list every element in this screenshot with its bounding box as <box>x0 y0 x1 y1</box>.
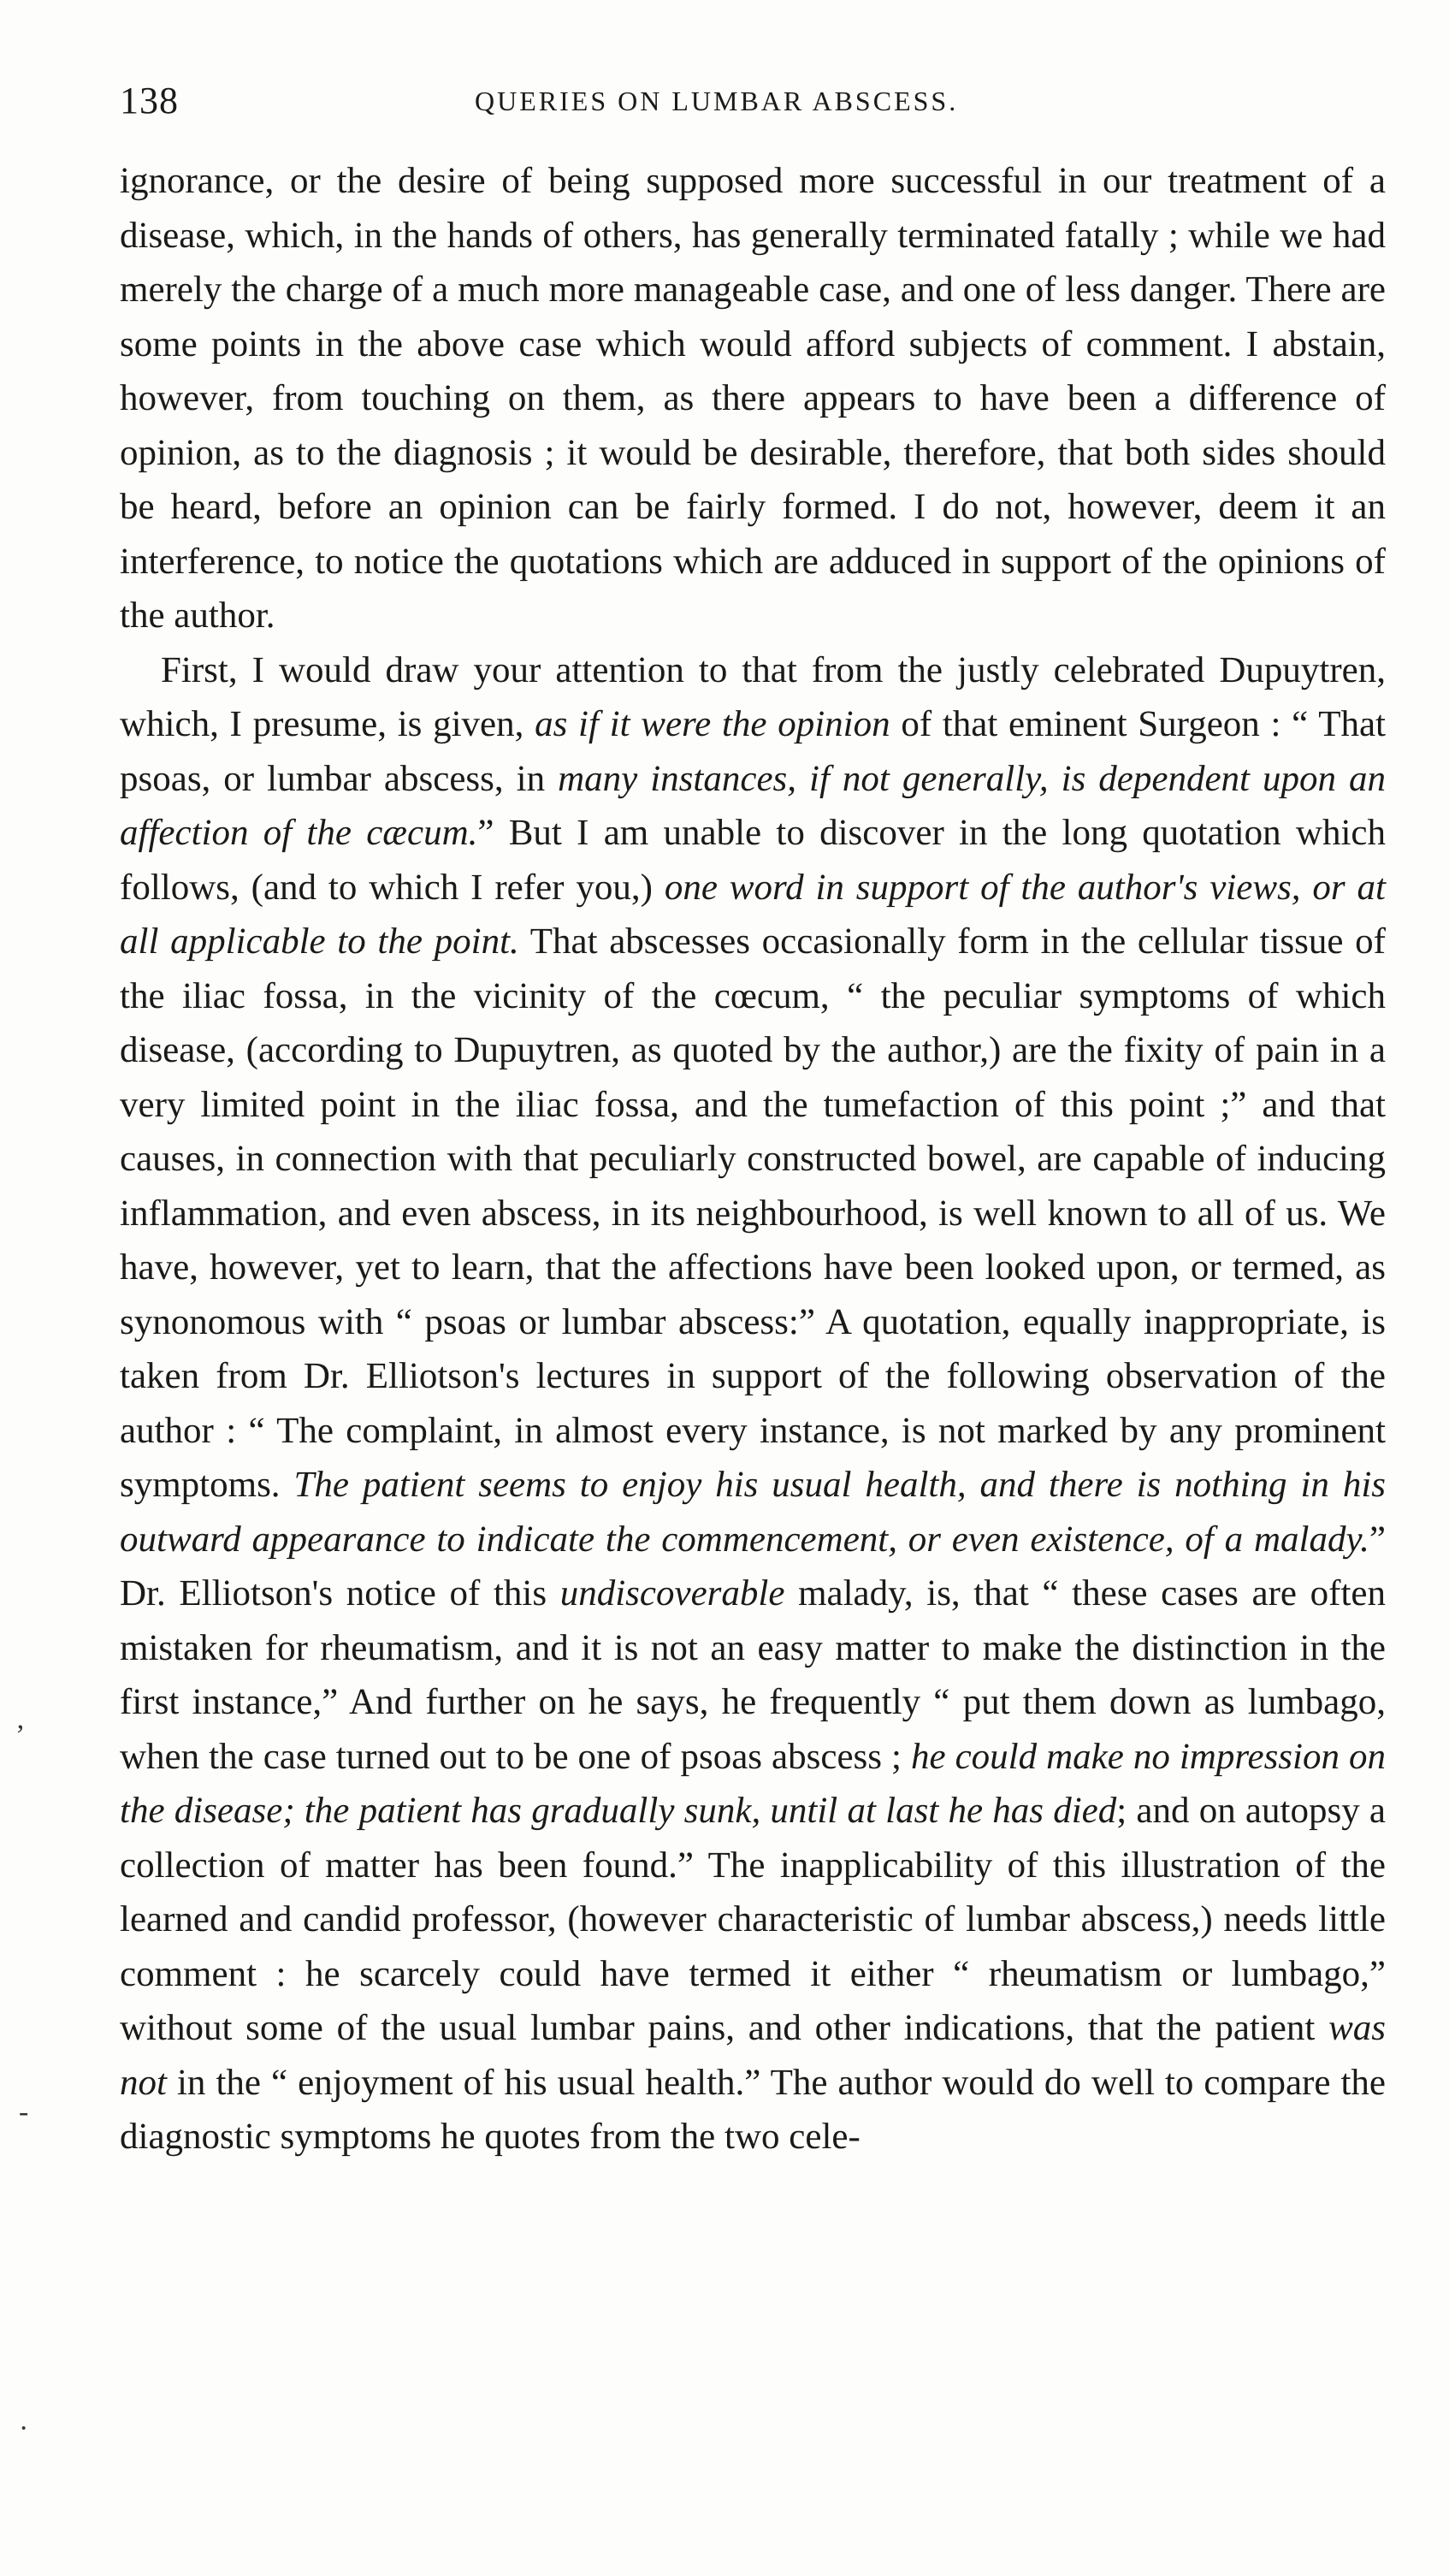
text-segment: ” Dr. Elliotson's notice of this <box>120 1519 1386 1614</box>
italic-text-segment: many instances, if not generally, is dependent upon an affection of the cæcum. <box>120 758 1387 853</box>
italic-text-segment: The patient seems to enjoy his usual health, and there is nothing in his outward appearance to indicate the commencement, or even existence, of a malady. <box>120 1465 1386 1560</box>
text-segment: ignorance, or the desire of being supposed more successful in our treatment of a disease, which, in the hands of others, has generally terminated fatally ; while we had merely the charge of a much more manageable case, and one of less danger. There are some points in the above case which would afford subjects of comment. I abstain, however, from touching on them, as there appears to have been a difference of opinion, as to the diagnosis ; it would be desirable, therefore, that both sides should be heard, before an opinion can be fairly formed. I do not, however, deem it an interference, to notice the quotations which are adduced in support of the opinions of the author. <box>120 161 1386 636</box>
margin-dash-mark: - <box>19 2096 29 2128</box>
text-segment: ” But I am unable to discover in the long quotation which follows, (and to which I refer you,) <box>120 813 1387 908</box>
text-segment: in the “ enjoyment of his usual health.” The author would do well to compare the diagnostic symptoms he quotes from the two cele- <box>120 2062 1386 2157</box>
italic-text-segment: one word in support of the author's views, or at all applicable to the point. <box>120 867 1386 962</box>
italic-text-segment: as if it were the opinion <box>535 704 890 744</box>
text-segment: of that eminent Surgeon : “ That psoas, or lumbar abscess, in <box>120 704 1387 799</box>
margin-dot-mark: · <box>19 2413 29 2444</box>
page-number: 138 <box>120 80 179 121</box>
running-title: QUERIES ON LUMBAR ABSCESS. <box>475 86 959 116</box>
paragraph-2 <box>120 643 1386 2164</box>
body-text <box>120 154 1386 2164</box>
italic-text-segment: was not <box>120 2008 1386 2103</box>
italic-text-segment: he could make no impression on the disease; the patient has gradually sunk, until at last he has died <box>120 1736 1386 1831</box>
text-segment: ; and on autopsy a collection of matter has been found.” The inapplicability of this illustration of the learned and candid professor, (however characteristic of lumbar abscess,) needs little comment : he scarcely could have termed it either “ rheumatism or lumbago,” without some of the usual lumbar pains, and other indications, that the patient <box>120 1791 1386 2048</box>
text-segment: malady, is, that “ these cases are often mistaken for rheumatism, and it is not an easy matter to make the distinction in the first instance,” And further on he says, he frequently “ put them down as lumbago, when the case turned out to be one of psoas abscess ; <box>120 1573 1386 1777</box>
paragraph-1 <box>120 154 1386 643</box>
text-segment: That abscesses occasionally form in the cellular tissue of the iliac fossa, in the vicinity of the cœcum, “ the peculiar symptoms of which disease, (according to Dupuytren, as quoted by the author,) are the fixity of pain in a very limited point in the iliac fossa, and the tumefaction of this point ;” and that causes, in connection with that peculiarly constructed bowel, are capable of inducing inflammation, and even abscess, in its neighbourhood, is well known to all of us. We have, however, yet to learn, that the affections have been looked upon, or termed, as synonomous with “ psoas or lumbar abscess:” A quotation, equally inappropriate, is taken from Dr. Elliotson's lectures in support of the following observation of the author : “ The complaint, in almost every instance, is not marked by any prominent symptoms. <box>120 921 1386 1505</box>
running-head <box>120 79 1403 130</box>
text-segment: First, I would draw your attention to that from the justly celebrated Dupuytren, which, I presume, is given, <box>120 649 1386 744</box>
italic-text-segment: undiscoverable <box>559 1573 785 1614</box>
margin-tick-mark: ʼ <box>15 1720 26 1751</box>
